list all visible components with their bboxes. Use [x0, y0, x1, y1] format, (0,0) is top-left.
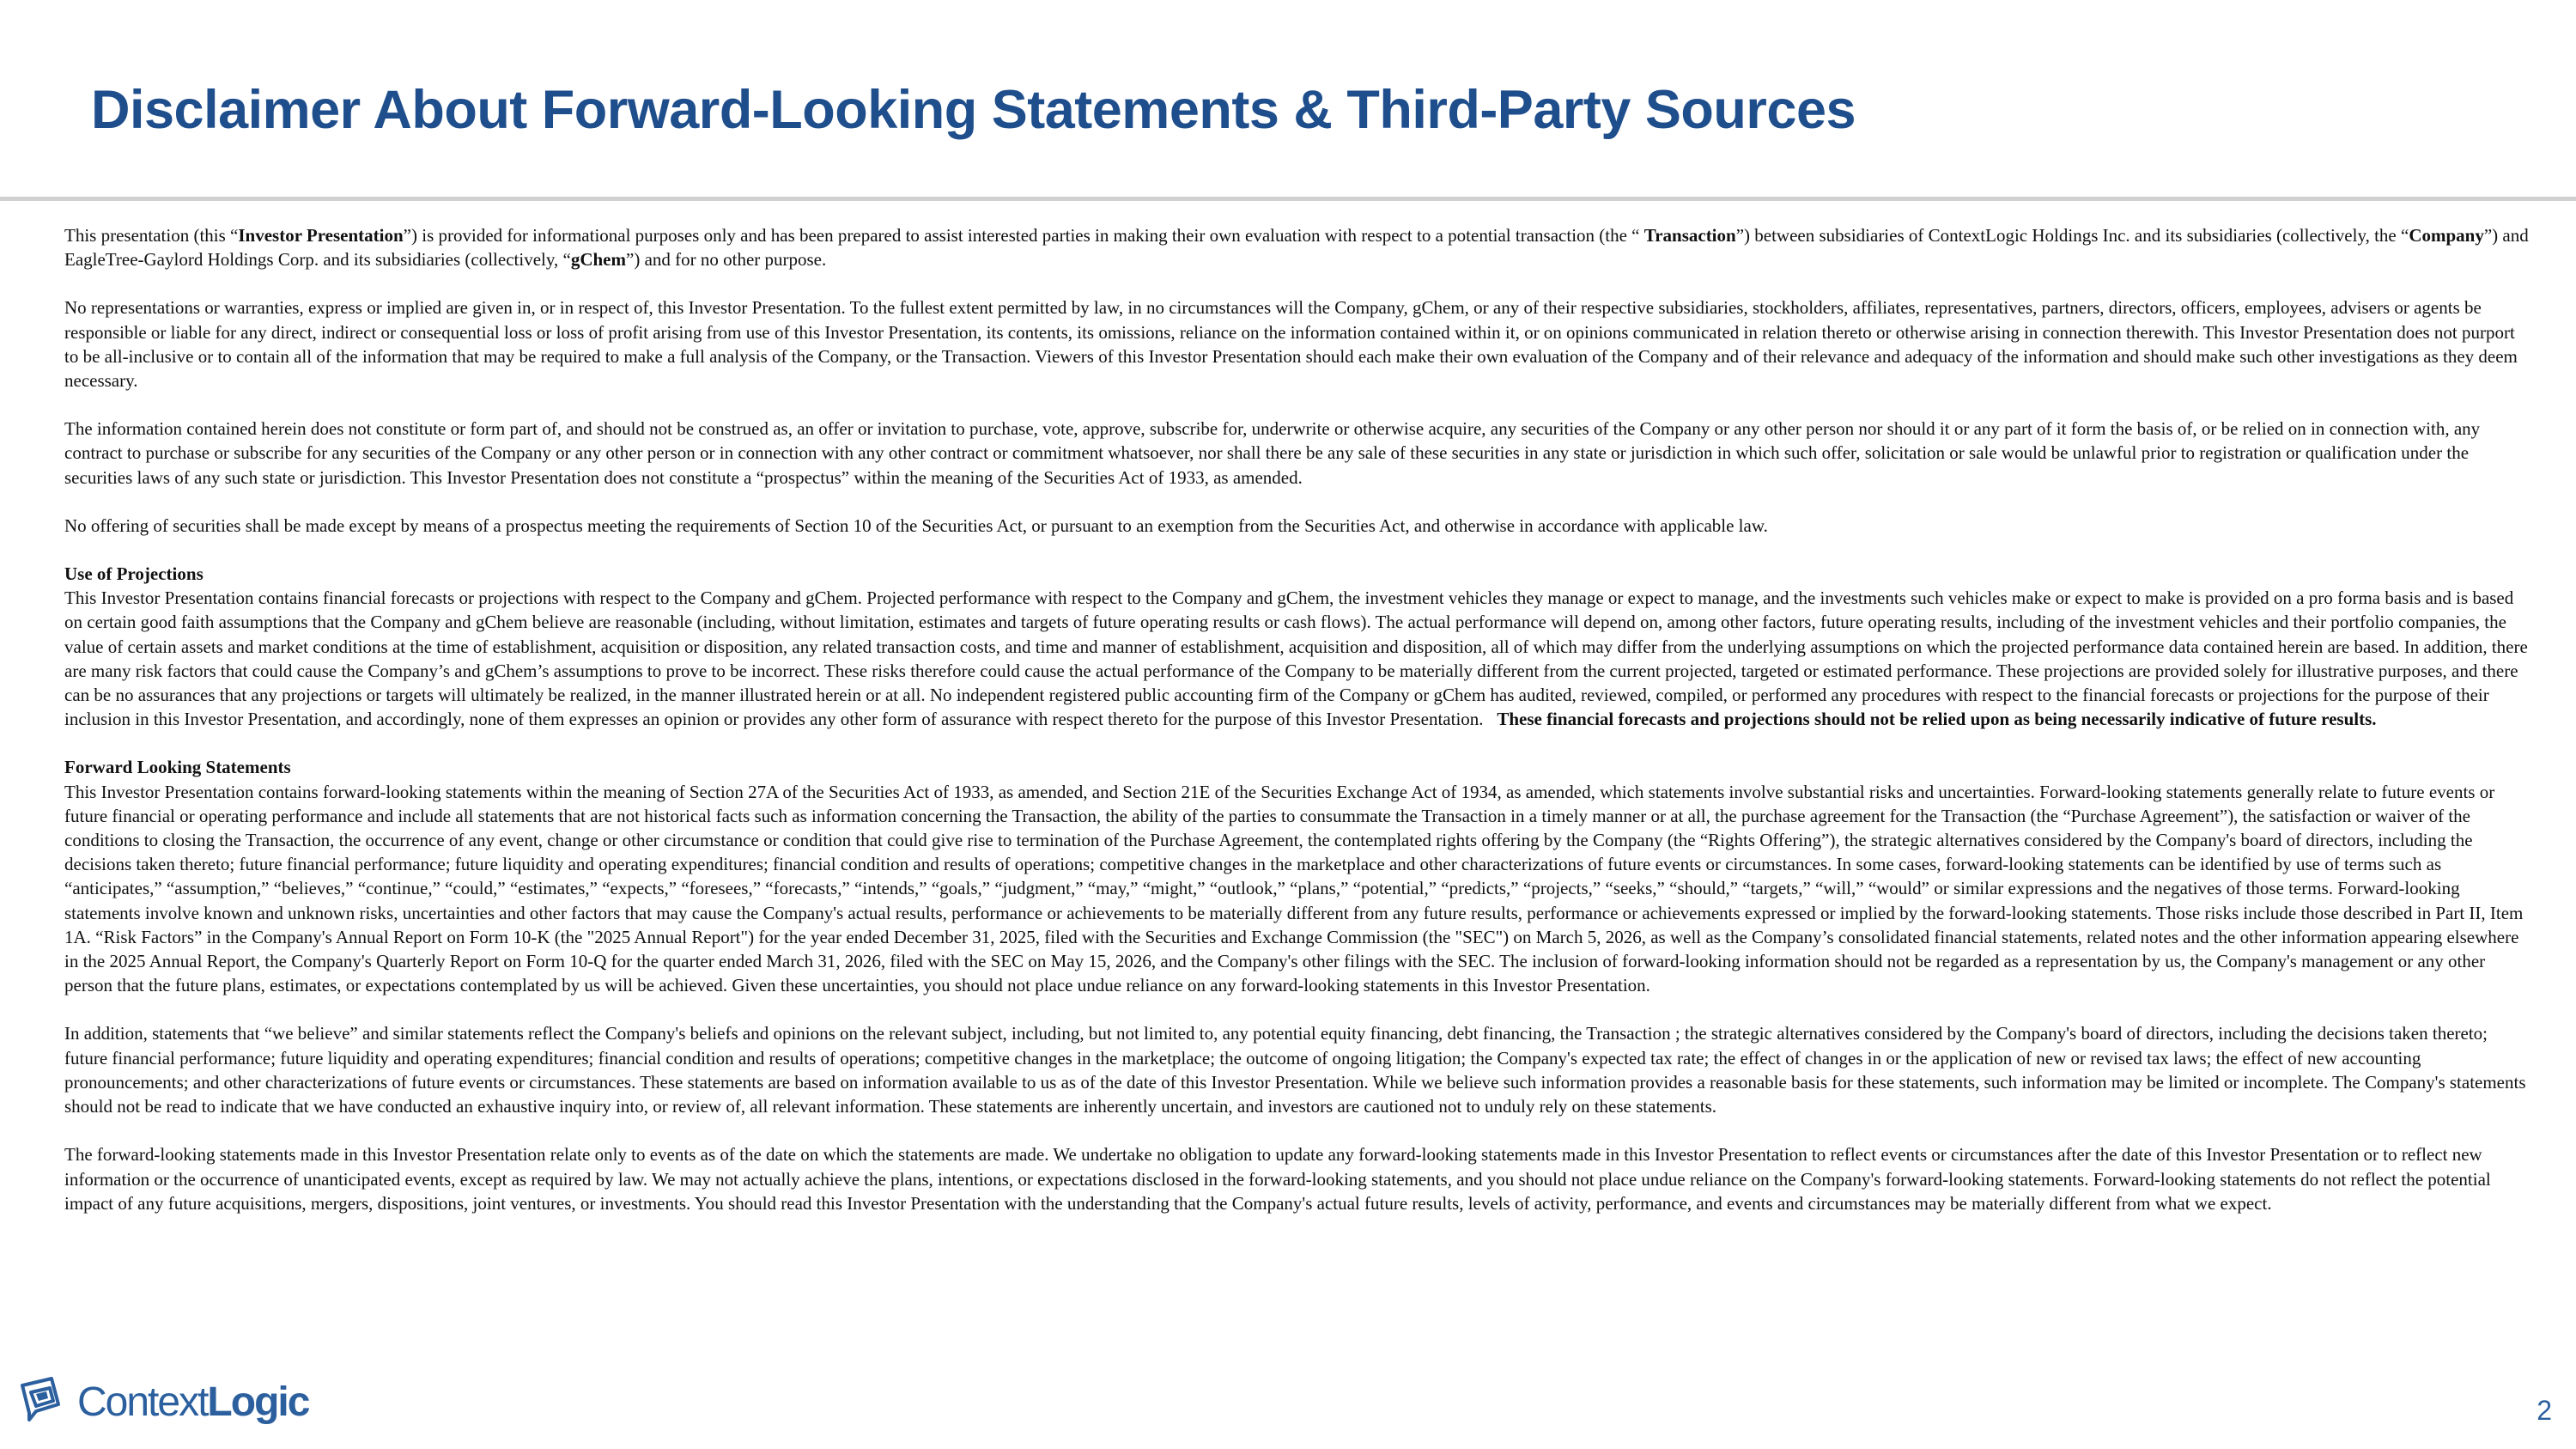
- forward-looking-section: [64, 755, 2529, 997]
- page-title: Disclaimer About Forward-Looking Statements & Third-Party Sources: [91, 80, 1856, 140]
- logo-wordmark: ContextLogic: [77, 1379, 309, 1425]
- projections-section: [64, 562, 2529, 731]
- beliefs-paragraph: In addition, statements that “we believe” and similar statements reflect the Company's beliefs and opinions on the relevant subject, including, but not limited to, any potential equity financing, debt financing, the Transaction ; the strategic alternatives considered by the Company's board of directors, including the decisions taken thereto; future financial performance; future liquidity and operating expenditures; financial condition and results of operations; competitive changes in the marketplace; the outcome of ongoing litigation; the Company's expected tax rate; the effect of changes in or the application of new or revised tax laws; the effect of new accounting pronouncements; and other characterizations of future events or circumstances. These statements are based on information available to us as of the date of this Investor Presentation. While we believe such information provides a reasonable basis for these statements, such information may be limited or incomplete. The Company's statements should not be read to indicate that we have conducted an exhaustive inquiry into, or review of, all relevant information. These statements are inherently uncertain, and investors are cautioned not to unduly rely on these statements.: [64, 1023, 2526, 1117]
- projections-bold-text: These financial forecasts and projections should not be relied upon as being necessarily indicative of future results.: [1497, 709, 2377, 730]
- page-number: 2: [2537, 1395, 2552, 1426]
- prospectus-paragraph: No offering of securities shall be made except by means of a prospectus meeting the requirements of Section 10 of the Securities Act, or pursuant to an exemption from the Securities Act, and otherwise in accordance with applicable law.: [64, 514, 1768, 536]
- no-update-paragraph: The forward-looking statements made in this Investor Presentation relate only to events as of the date on which the statements are made. We undertake no obligation to update any forward-looking statements made in this Investor Presentation to reflect events or circumstances after the date of this Investor Presentation or to reflect new information or the occurrence of unanticipated events, except as required by law. We may not actually achieve the plans, intentions, or expectations disclosed in the forward-looking statements, and you should not place undue reliance on the Company's forward-looking statements. Forward-looking statements do not reflect the potential impact of any future acquisitions, mergers, dispositions, joint ventures, or investments. You should read this Investor Presentation with the understanding that the Company's actual future results, levels of activity, performance, and events and circumstances may be materially different from what we expect.: [64, 1144, 2491, 1214]
- projections-heading: Use of Projections: [64, 563, 204, 585]
- disclaimer-body: [64, 223, 2529, 1239]
- contextlogic-logo-icon: [17, 1373, 74, 1430]
- defined-term: gChem: [570, 249, 626, 271]
- defined-term: Transaction: [1643, 225, 1736, 246]
- no-representations-paragraph: No representations or warranties, express or implied are given in, or in respect of, this Investor Presentation. To the fullest extent permitted by law, in no circumstances will the Company, gChem, or any of their respective subsidiaries, stockholders, affiliates, representatives, partners, directors, officers, employees, advisers or agents be responsible or liable for any direct, indirect or consequential loss or loss of profit arising from use of this Investor Presentation, its contents, its omissions, reliance on the information contained within it, or on opinions communicated in relation thereto or otherwise arising in connection therewith. This Investor Presentation does not purport to be all-inclusive or to contain all of the information that may be required to make a full analysis of the Company, or the Transaction. Viewers of this Investor Presentation should each make their own evaluation of the Company and of their relevance and adequacy of the information and should make such other investigations as they deem necessary.: [64, 297, 2518, 392]
- defined-term: Company: [2409, 225, 2484, 246]
- forward-looking-text: This Investor Presentation contains forward-looking statements within the meaning of Section 27A of the Securities Act of 1933, as amended, and Section 21E of the Securities Exchange Act of 1934, as amended, which statements involve substantial risks and uncertainties. Forward-looking statements generally relate to future events or future financial or operating performance and include all statements that are not historical facts such as information concerning the Transaction, the ability of the parties to consummate the Transaction in a timely manner or at all, the purchase agreement for the Transaction (the “Purchase Agreement”), the satisfaction or waiver of the conditions to closing the Transaction, the occurrence of any event, change or other circumstance or condition that could give rise to termination of the Purchase Agreement, the contemplated rights offering by the Company (the “Rights Offering”), the strategic alternatives considered by the Company's board of directors, including the decisions taken thereto; future financial performance; future liquidity and operating expenditures; financial condition and results of operations; competitive changes in the marketplace and other characterizations of future events or circumstances. In some cases, forward-looking statements can be identified by use of terms such as “anticipates,” “assumption,” “believes,” “continue,” “could,” “estimates,” “expects,” “foresees,” “forecasts,” “intends,” “goals,” “judgment,” “may,” “might,” “outlook,” “plans,” “potential,” “predicts,” “projects,” “seeks,” “should,” “targets,” “will,” “would” or similar expressions and the negatives of those terms. Forward-looking statements involve known and unknown risks, uncertainties and other factors that may cause the Company's actual results, performance or achievements to be materially different from any future results, performance or achievements expressed or implied by the forward-looking statements. Those risks include those described in Part II, Item 1A. “Risk Factors” in the Company's Annual Report on Form 10-K (the "2025 Annual Report") for the year ended December 31, 2025, filed with the Securities and Exchange Commission (the "SEC") on March 5, 2026, as well as the Company’s consolidated financial statements, related notes and the other information appearing elsewhere in the 2025 Annual Report, the Company's Quarterly Report on Form 10-Q for the quarter ended March 31, 2026, filed with the SEC on May 15, 2026, and the Company's other filings with the SEC. The inclusion of forward-looking information should not be regarded as a representation by us, the Company's management or any other person that the future plans, estimates, or expectations contemplated by us will be achieved. Given these uncertainties, you should not place undue reliance on any forward-looking statements in this Investor Presentation.: [64, 781, 2524, 996]
- intro-paragraph: This presentation (this “Investor Presentation”) is provided for informational purposes only and has been prepared to assist interested parties in making their own evaluation with respect to a potential transaction (the “ Transaction”) between subsidiaries of ContextLogic Holdings Inc. and its subsidiaries (collectively, the “Company”) and EagleTree-Gaylord Holdings Corp. and its subsidiaries (collectively, “gChem”) and for no other purpose.: [64, 225, 2529, 271]
- contextlogic-logo: [17, 1371, 308, 1433]
- forward-looking-heading: Forward Looking Statements: [64, 757, 291, 778]
- projections-text: This Investor Presentation contains financial forecasts or projections with respect to the Company and gChem. Projected performance with respect to the Company and gChem, the investment vehicles they manage or expect to manage, and the investments such vehicles make or expect to make is provided on a pro forma basis and is based on certain good faith assumptions that the Company and gChem believe are reasonable (including, without limitation, estimates and targets of future operating results or cash flows). The actual performance will depend on, among other factors, future operating results, including of the investment vehicles and their portfolio companies, the value of certain assets and market conditions at the time of establishment, acquisition or disposition, any related transaction costs, and time and manner of establishment, acquisition and disposition, all of which may differ from the underlying assumptions on which the projected performance data contained herein are based. In addition, there are many risk factors that could cause the Company’s and gChem’s assumptions to prove to be incorrect. These risks therefore could cause the actual performance of the Company to be materially different from the current projected, targeted or estimated performance. These projections are provided solely for illustrative purposes, and there can be no assurances that any projections or targets will ultimately be realized, in the manner illustrated herein or at all. No independent registered public accounting firm of the Company or gChem has audited, reviewed, compiled, or performed any procedures with respect to the financial forecasts or projections for the purpose of their inclusion in this Investor Presentation, and accordingly, none of them expresses an opinion or provides any other form of assurance with respect thereto for the purpose of this Investor Presentation.: [64, 588, 2528, 730]
- no-offer-paragraph: The information contained herein does not constitute or form part of, and should not be construed as, an offer or invitation to purchase, vote, approve, subscribe for, underwrite or otherwise acquire, any securities of the Company or any other person nor should it or any part of it form the basis of, or be relied on in connection with, any contract to purchase or subscribe for any securities of the Company or any other person or in connection with any other contract or commitment whatsoever, nor shall there be any sale of these securities in any state or jurisdiction in which such offer, solicitation or sale would be unlawful prior to registration or qualification under the securities laws of any such state or jurisdiction. This Investor Presentation does not constitute a “prospectus” within the meaning of the Securities Act of 1933, as amended.: [64, 418, 2481, 488]
- title-divider: [0, 197, 2576, 201]
- defined-term: Investor Presentation: [238, 225, 404, 246]
